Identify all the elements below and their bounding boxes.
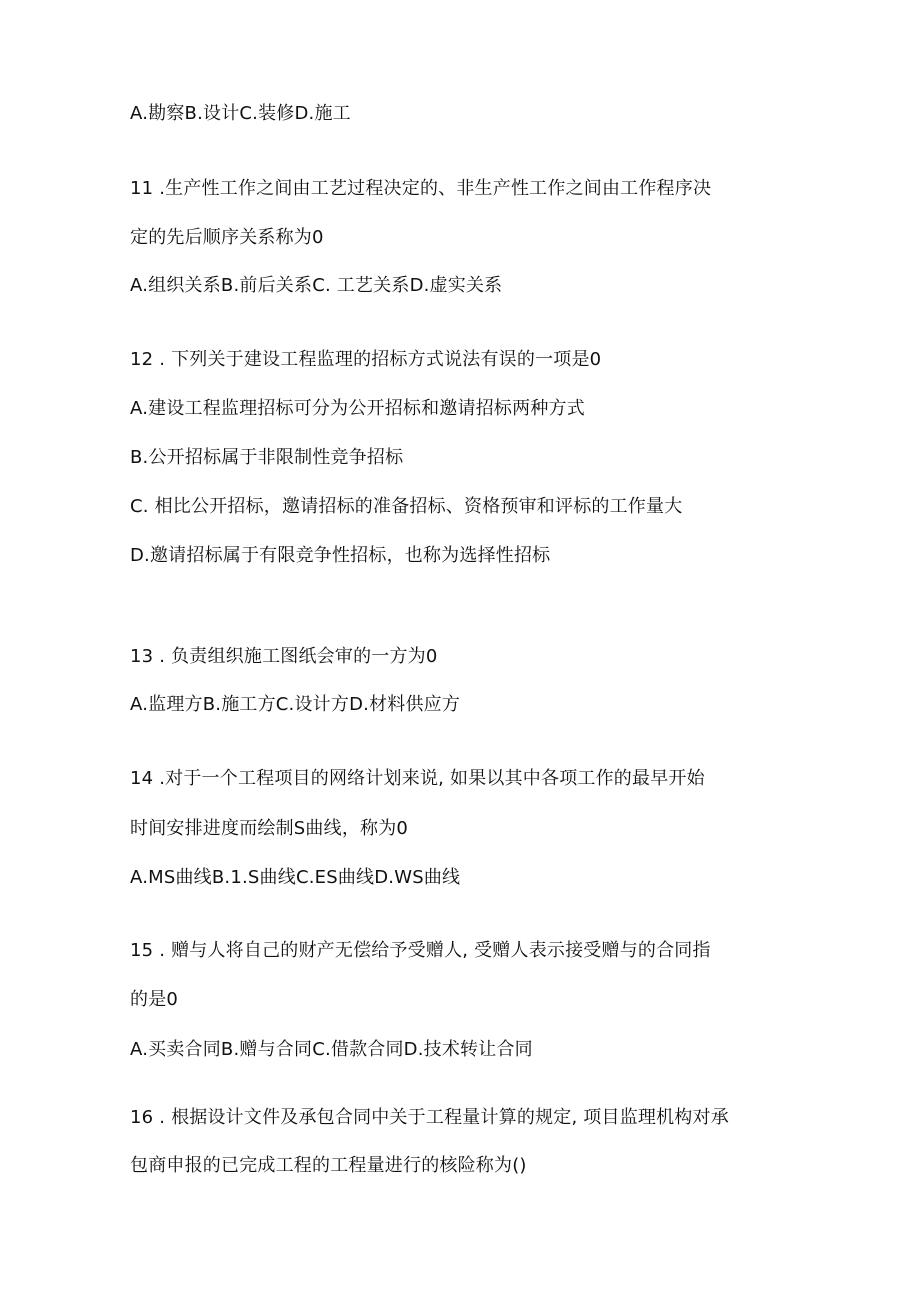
q15-options: A.买卖合同B.赠与合同C.借款合同D.技术转让合同: [130, 1039, 533, 1060]
q16-text-line-2: 包商申报的已完成工程的工程量进行的核险称为(): [130, 1155, 527, 1176]
q12-option-d: D.邀请招标属于有限竞争性招标，也称为选择性招标: [130, 545, 551, 566]
q12-option-a: A.建设工程监理招标可分为公开招标和邀请招标两种方式: [130, 398, 585, 419]
q14-options: A.MS曲线B.1.S曲线C.ES曲线D.WS曲线: [130, 867, 461, 888]
q12-option-c: C. 相比公开招标，邀请招标的准备招标、资格预审和评标的工作量大: [130, 496, 683, 517]
q15-text-line-2: 的是0: [130, 989, 179, 1010]
q10-options: A.勘察B.设计C.装修D.施工: [130, 103, 351, 124]
q13-text: 13 . 负责组织施工图纸会审的一方为0: [130, 646, 438, 667]
q14-text-line-2: 时间安排进度而绘制S曲线，称为0: [130, 818, 409, 839]
q12-option-b: B.公开招标属于非限制性竞争招标: [130, 447, 404, 468]
q11-text-line-2: 定的先后顺序关系称为0: [130, 227, 324, 248]
q12-text: 12 . 下列关于建设工程监理的招标方式说法有误的一项是0: [130, 349, 602, 370]
q16-text-line-1: 16 . 根据设计文件及承包合同中关于工程量计算的规定, 项目监理机构对承: [130, 1107, 729, 1128]
q11-options: A.组织关系B.前后关系C. 工艺关系D.虚实关系: [130, 275, 503, 296]
q14-text-line-1: 14 .对于一个工程项目的网络计划来说, 如果以其中各项工作的最早开始: [130, 768, 705, 789]
q13-options: A.监理方B.施工方C.设计方D.材料供应方: [130, 694, 461, 715]
q15-text-line-1: 15 . 赠与人将自己的财产无偿给予受赠人, 受赠人表示接受赠与的合同指: [130, 940, 711, 961]
q11-text-line-1: 11 .生产性工作之间由工艺过程决定的、非生产性工作之间由工作程序决: [130, 178, 712, 199]
